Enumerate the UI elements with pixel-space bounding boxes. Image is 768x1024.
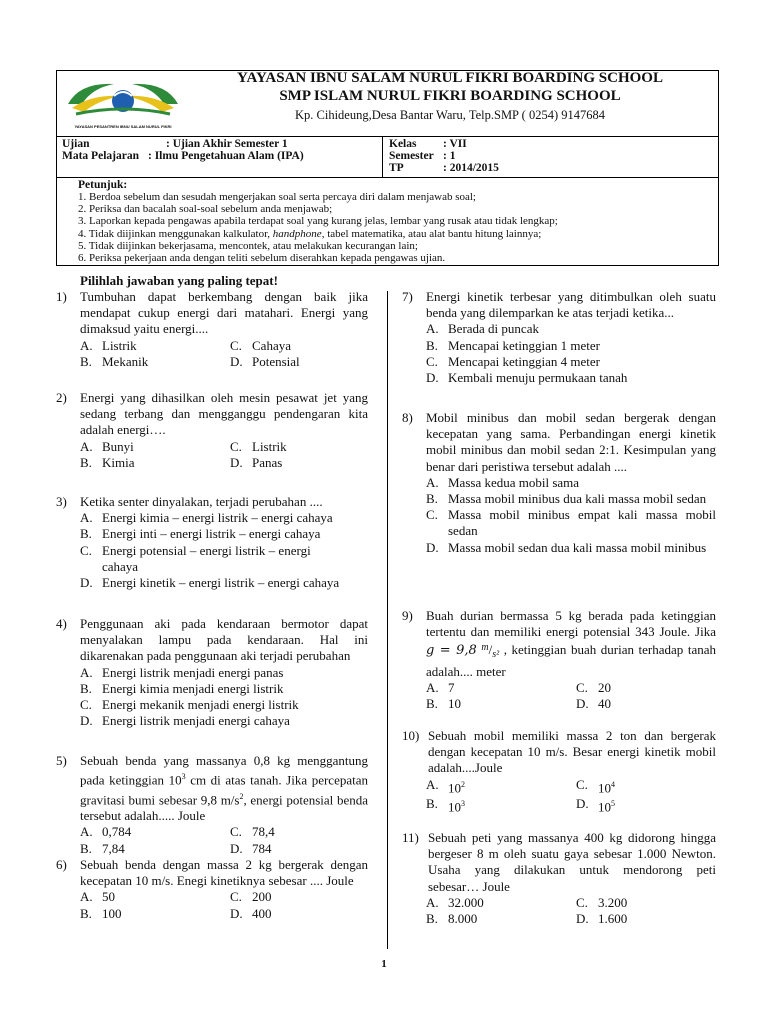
question-text: Sebuah benda dengan massa 2 kg bergerak dengan kecepatan 10 m/s. Enegi kinetiknya sebesar .... Joule	[80, 857, 368, 889]
question-10	[402, 728, 716, 816]
option-b[interactable]: B. $10^3$	[426, 796, 465, 815]
question-11	[402, 830, 716, 927]
option-a[interactable]: A. Energi listrik menjadi energi panas	[80, 664, 284, 680]
question-number: 6)	[56, 857, 67, 872]
question-5	[56, 753, 368, 857]
question-1	[56, 289, 368, 370]
option-d[interactable]: D. Massa mobil sedan dua kali massa mobil minibus	[426, 539, 707, 555]
option-d[interactable]: D. Energi kinetik – energi listrik – energi cahaya	[80, 575, 340, 591]
question-text: Sebuah benda yang massanya 0,8 kg menggantung pada ketinggian $10^3$ cm di atas tanah. Jika percepatan gravitasi bumi sebesar 9,8 $m/s^2$, energi potensial benda tersebut adalah..... Joule	[80, 753, 368, 824]
question-3	[56, 494, 368, 591]
option-b[interactable]: B. Kimia	[80, 454, 135, 470]
question-6	[56, 857, 368, 922]
question-text: Tumbuhan dapat berkembang dengan baik jika mendapat cukup energi dari matahari. Energi yang dimaksud yaitu energi....	[80, 289, 368, 337]
option-d[interactable]: D. Panas	[230, 454, 283, 470]
school-name: SMP ISLAM NURUL FIKRI BOARDING SCHOOL	[279, 88, 621, 104]
info-ujian-label: Ujian	[62, 138, 90, 150]
option-b[interactable]: B. Energi inti – energi listrik – energi cahaya	[80, 526, 321, 542]
question-8	[402, 410, 716, 556]
info-divider	[382, 136, 383, 178]
option-c[interactable]: C. Mencapai ketinggian 4 meter	[426, 353, 600, 369]
question-text: Mobil minibus dan mobil sedan bergerak dengan kecepatan yang sama. Perbandingan energi kinetik mobil minibus dan mobil sedan 2:1. Kesimpulan yang benar dari peristiwa tersebut adalah ....	[426, 410, 716, 474]
option-a[interactable]: A. 32.000	[426, 894, 484, 910]
option-b[interactable]: B. 7,84	[80, 840, 125, 856]
option-c[interactable]: C. Listrik	[230, 438, 287, 454]
option-a[interactable]: A. 50	[80, 889, 115, 905]
page-number: 1	[381, 958, 387, 970]
option-b[interactable]: B. Mekanik	[80, 353, 149, 369]
info-ujian-value: : Ujian Akhir Semester 1	[166, 138, 288, 150]
school-logo	[62, 74, 184, 134]
instructions-list	[78, 191, 558, 264]
instruction-item: 4. Tidak diijinkan menggunakan kalkulator, handphone, tabel matematika, atau alat bantu hitung lainnya;	[78, 227, 542, 240]
answer-instruction: Pilihlah jawaban yang paling tepat!	[80, 273, 278, 288]
option-b[interactable]: B. Energi kimia menjadi energi listrik	[80, 680, 284, 696]
option-c[interactable]: C. $10^4$	[576, 776, 615, 795]
info-tp-value: : 2014/2015	[443, 162, 499, 174]
option-c[interactable]: C. Massa mobil minibus empat kali massa mobil sedan	[426, 507, 716, 539]
option-c[interactable]: C. 200	[230, 889, 272, 905]
option-a[interactable]: A. $10^2$	[426, 776, 465, 795]
info-semester-value: : 1	[443, 150, 456, 162]
option-a[interactable]: A. Bunyi	[80, 438, 134, 454]
option-c[interactable]: C. Cahaya	[230, 337, 291, 353]
question-text: Sebuah mobil memiliki massa 2 ton dan bergerak dengan kecepatan 10 m/s. Besar energi kinetik mobil adalah....Joule	[428, 728, 716, 776]
instruction-item: 3. Laporkan kepada pengawas apabila terdapat soal yang kurang jelas, lembar yang rusak atau tidak lengkap;	[78, 215, 558, 228]
info-kelas-label: Kelas	[389, 138, 417, 150]
option-d[interactable]: D. 1.600	[576, 911, 628, 927]
option-b[interactable]: B. 100	[80, 905, 122, 921]
option-b[interactable]: B. 8.000	[426, 911, 478, 927]
info-semester-label: Semester	[389, 150, 434, 162]
option-a[interactable]: A. Energi kimia – energi listrik – energi cahaya	[80, 510, 333, 526]
option-c[interactable]: C. Energi potensial – energi listrik – energi cahaya	[80, 542, 311, 574]
question-text: Ketika senter dinyalakan, terjadi perubahan ....	[80, 494, 323, 509]
instruction-item: 5. Tidak diijinkan bekerjasama, mencontek, atau melakukan kecurangan lain;	[78, 239, 418, 252]
question-number: 5)	[56, 753, 67, 768]
option-b[interactable]: B. Mencapai ketinggian 1 meter	[426, 337, 600, 353]
question-9	[402, 608, 716, 712]
option-a[interactable]: A. Listrik	[80, 337, 137, 353]
question-7	[402, 289, 716, 386]
foundation-name: YAYASAN IBNU SALAM NURUL FIKRI BOARDING SCHOOL	[237, 70, 663, 86]
option-a[interactable]: A. 7	[426, 679, 455, 695]
question-2	[56, 390, 368, 471]
question-text: Penggunaan aki pada kendaraan bermotor dapat menyalakan lampu pada kendaraan. Hal ini dikarenakan pada penggunaan aki terjadi perubahan	[80, 616, 368, 664]
option-a[interactable]: A. Berada di puncak	[426, 321, 539, 337]
option-d[interactable]: D. 784	[230, 840, 272, 856]
question-4	[56, 616, 368, 729]
option-c[interactable]: C. 3.200	[576, 894, 628, 910]
instruction-item: 2. Periksa dan bacalah soal-soal sebelum anda menjawab;	[78, 203, 333, 216]
option-a[interactable]: A. 0,784	[80, 824, 132, 840]
question-text: Buah durian bermassa 5 kg berada pada ketinggian tertentu dan memiliki energi potensial 343 Joule. Jika g = 9,8 $^m/_{s^2}$ , ketinggian buah durian terhadap tanah adalah.... meter	[426, 608, 717, 679]
question-number: 4)	[56, 616, 67, 631]
question-number: 11)	[402, 830, 419, 845]
school-address: Kp. Cihideung,Desa Bantar Waru, Telp.SMP ( 0254) 9147684	[294, 108, 605, 122]
info-tp-label: TP	[389, 162, 404, 174]
question-number: 10)	[402, 728, 420, 743]
logo-caption: YAYASAN PESANTREN IBNU SALAM NURUL FIKRI	[74, 124, 172, 129]
question-text: Sebuah peti yang massanya 400 kg didorong hingga bergeser 8 m oleh suatu gaya sebesar 1.000 Newton. Usaha yang dilakukan untuk mendorong peti sebesar… Joule	[428, 830, 716, 894]
option-d[interactable]: D. Energi listrik menjadi energi cahaya	[80, 713, 290, 729]
question-number: 9)	[402, 608, 413, 623]
column-divider	[387, 291, 388, 949]
question-text: Energi yang dihasilkan oleh mesin pesawat jet yang sedang terbang dan mengganggu pendengaran kita adalah energi….	[80, 390, 368, 438]
question-number: 1)	[56, 289, 67, 304]
gravity-formula: g = 9,8	[426, 643, 477, 659]
option-d[interactable]: D. Potensial	[230, 353, 300, 369]
question-number: 3)	[56, 494, 67, 509]
question-number: 8)	[402, 410, 413, 425]
question-number: 7)	[402, 289, 413, 304]
option-b[interactable]: B. Massa mobil minibus dua kali massa mobil sedan	[426, 491, 707, 507]
option-c[interactable]: C. 78,4	[230, 824, 275, 840]
info-kelas-value: : VII	[443, 138, 467, 150]
instruction-item: 6. Periksa pekerjaan anda dengan teliti sebelum diserahkan kepada pengawas ujian.	[78, 252, 446, 265]
instruction-item: 1. Berdoa sebelum dan sesudah mengerjakan soal serta percaya diri dalam menjawab soal;	[78, 191, 476, 203]
instructions-title: Petunjuk:	[78, 179, 128, 191]
option-a[interactable]: A. Massa kedua mobil sama	[426, 474, 580, 490]
option-d[interactable]: D. 40	[576, 696, 611, 712]
info-mapel-value: : Ilmu Pengetahuan Alam (IPA)	[148, 150, 304, 162]
question-number: 2)	[56, 390, 67, 405]
option-d[interactable]: D. $10^5$	[576, 796, 615, 815]
option-b[interactable]: B. 10	[426, 696, 461, 712]
question-text: Energi kinetik terbesar yang ditimbulkan oleh suatu benda yang dilemparkan ke atas terjadi ketika...	[426, 289, 716, 321]
info-mapel-label: Mata Pelajaran	[62, 150, 139, 162]
option-c[interactable]: C. Energi mekanik menjadi energi listrik	[80, 697, 299, 713]
option-d[interactable]: D. 400	[230, 905, 272, 921]
option-d[interactable]: D. Kembali menuju permukaan tanah	[426, 370, 628, 386]
option-c[interactable]: C. 20	[576, 679, 611, 695]
